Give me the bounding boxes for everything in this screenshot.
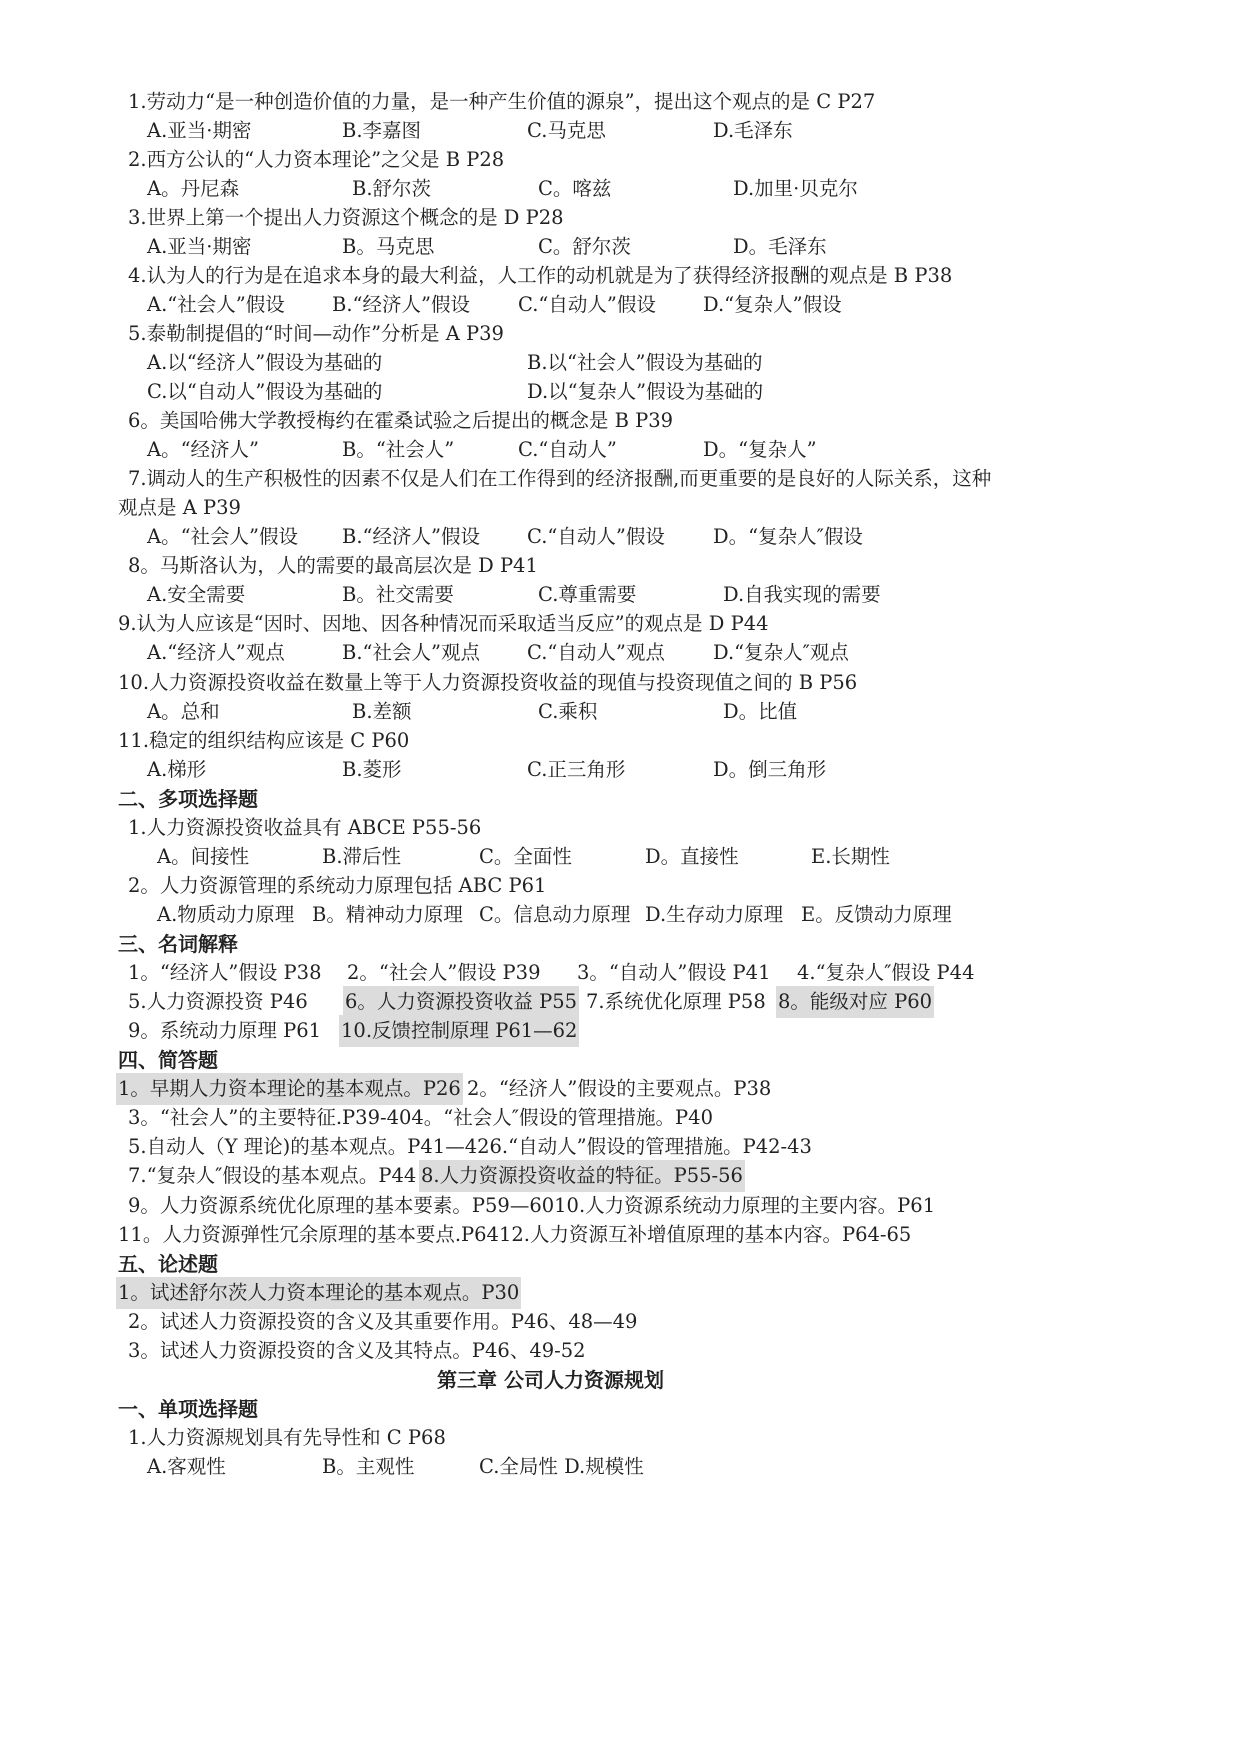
short-answer-item: 3。“社会人”的主要特征.P39-404。“社会人″假设的管理措施。P40	[128, 1106, 713, 1129]
option-c: C。舒尔茨	[538, 235, 631, 258]
option-c: C.乘积	[538, 700, 598, 723]
option-c: C.以“自动人”假设为基础的	[147, 380, 383, 403]
option-b: B.“经济人”假设	[332, 293, 470, 316]
option-a: A。间接性	[157, 845, 250, 868]
option-d: D.“复杂人”假设	[703, 293, 842, 316]
option-d: D.毛泽东	[713, 119, 793, 142]
option-c: C.“自动人”	[518, 438, 617, 461]
option-e: E。反馈动力原理	[801, 903, 952, 926]
option-b: B.滞后性	[322, 845, 402, 868]
option-b: B。社交需要	[342, 583, 454, 606]
option-c: C.尊重需要	[538, 583, 637, 606]
option-b: B.以“社会人”假设为基础的	[527, 351, 763, 374]
short-answer-item: 7.“复杂人″假设的基本观点。P44	[128, 1164, 417, 1187]
option-b: B.差额	[352, 700, 412, 723]
option-d: D。毛泽东	[733, 235, 827, 258]
short-answer-item: 5.自动人（Y 理论)的基本观点。P41—426.“自动人”假设的管理措施。P42-43	[128, 1135, 812, 1158]
option-a: A。“经济人”	[147, 438, 260, 461]
short-answer-item: 11。人力资源弹性冗余原理的基本要点.P6412.人力资源互补增值原理的基本内容。P64-65	[118, 1223, 912, 1246]
question-stem: 9.认为人应该是“因时、因地、因各种情况而采取适当反应”的观点是 D P44	[118, 612, 769, 635]
option-a: A。丹尼森	[147, 177, 240, 200]
term-item: 9。系统动力原理 P61	[128, 1019, 322, 1042]
option-a: A.亚当·期密	[147, 235, 252, 258]
question-stem: 1.人力资源规划具有先导性和 C P68	[128, 1426, 446, 1449]
term-item: 1。“经济人”假设 P38	[128, 961, 322, 984]
question-stem: 8。马斯洛认为，人的需要的最高层次是 D P41	[128, 554, 538, 577]
option-d: D.自我实现的需要	[723, 583, 881, 606]
question-stem: 11.稳定的组织结构应该是 C P60	[118, 729, 410, 752]
exam-page: 1.劳动力“是一种创造价值的力量，是一种产生价值的源泉”，提出这个观点的是 C P27 A.亚当·期密 B.李嘉图 C.马克思 D.毛泽东 2.西方公认的“人力资本理论”之父是 B P28 A。丹尼森 B.舒尔茨 C。喀兹 D.加里·贝克尔 3.世界上第一个提出人力资源这个概念的是 D P28 A.亚当·期密 B。马克思 C。舒尔茨 D。毛泽东 4.认为人的行为是在追求本身的最大利益，人工作的动机就是为了获得经济报酬的观点是 B P38 A.“社会人”假设 B.“经济人”假设 C.“自动人”假设 D.“复杂人”假设 5.泰勒制提倡的“时间—动作”分析是 A P39 A.以“经济人”假设为基础的 B.以“社会人”假设为基础的 C.以“自动人”假设为基础的 D.以“复杂人”假设为基础的 6。美国哈佛大学教授梅约在霍桑试验之后提出的概念是 B P39 A。“经济人” B。“社会人” C.“自动人” D。“复杂人” 7.调动人的生产积极性的因素不仅是人们在工作得到的经济报酬,而更重要的是良好的人际关系，这种 观点是 A P39 A。“社会人”假设 B.“经济人”假设 C.“自动人”假设 D。“复杂人″假设 8。马斯洛认为，人的需要的最高层次是 D P41 A.安全需要 B。社交需要 C.尊重需要 D.自我实现的需要 9.认为人应该是“因时、因地、因各种情况而采取适当反应”的观点是 D P44 A.“经济人”观点 B.“社会人”观点 C.“自动人”观点 D.“复杂人″观点 10.人力资源投资收益在数量上等于人力资源投资收益的现值与投资现值之间的 B P56 A。总和 B.差额 C.乘积 D。比值 11.稳定的组织结构应该是 C P60 A.梯形 B.菱形 C.正三角形 D。倒三角形 二、多项选择题 1.人力资源投资收益具有 ABCE P55-56 A。间接性 B.滞后性 C。全面性 D。直接性 E.长期性 2。人力资源管理的系统动力原理包括 ABC P61 A.物质动力原理 B。精神动力原理 C。信息动力原理 D.生存动力原理 E。反馈动力原理 三、名词解释 1。“经济人”假设 P38 2。“社会人”假设 P39 3。“自动人”假设 P41 4.“复杂人″假设 P44 5.人力资源投资 P46 6。人力资源投资收益 P55 7.系统优化原理 P58 8。能级对应 P60 9。系统动力原理 P61 10.反馈控制原理 P61—62 四、简答题 1。早期人力资本理论的基本观点。P26 2。“经济人”假设的主要观点。P38 3。“社会人”的主要特征.P39-404。“社会人″假设的管理措施。P40 5.自动人（Y 理论)的基本观点。P41—426.“自动人”假设的管理措施。P42-43 7.“复杂人″假设的基本观点。P44 8.人力资源投资收益的特征。P55-56 9。人力资源系统优化原理的基本要素。P59—6010.人力资源系统动力原理的主要内容。P61 11。人力资源弹性冗余原理的基本要点.P6412.人力资源互补增值原理的基本内容。P64-65 五、论述题 1。试述舒尔茨人力资本理论的基本观点。P30 2。试述人力资源投资的含义及其重要作用。P46、48—49 3。试述人力资源投资的含义及其特点。P46、49-52 第三章 公司人力资源规划 一、单项选择题 1.人力资源规划具有先导性和 C P68 A.客观性 B。主观性 C.全局性 D.规模性	[0, 0, 1241, 1754]
option-d: D.“复杂人″观点	[713, 641, 849, 664]
option-b: B。主观性	[322, 1455, 415, 1478]
option-b: B.菱形	[342, 758, 402, 781]
option-b: B.舒尔茨	[352, 177, 432, 200]
option-d: D.以“复杂人”假设为基础的	[527, 380, 764, 403]
option-c: C.马克思	[527, 119, 606, 142]
term-item: 2。“社会人”假设 P39	[347, 961, 541, 984]
question-stem-continued: 观点是 A P39	[118, 496, 241, 519]
option-a: A.物质动力原理	[157, 903, 295, 926]
option-d: D。倒三角形	[713, 758, 827, 781]
term-item: 5.人力资源投资 P46	[128, 990, 308, 1013]
option-a: A。“社会人”假设	[147, 525, 299, 548]
option-a: A.“社会人”假设	[147, 293, 285, 316]
short-answer-item: 2。“经济人”假设的主要观点。P38	[467, 1077, 772, 1100]
term-item: 4.“复杂人″假设 P44	[797, 961, 975, 984]
option-d: D。比值	[723, 700, 798, 723]
question-stem: 4.认为人的行为是在追求本身的最大利益，人工作的动机就是为了获得经济报酬的观点是 B P38	[128, 264, 953, 287]
option-d: D。“复杂人″假设	[713, 525, 863, 548]
option-c: C.正三角形	[527, 758, 626, 781]
term-item-highlighted: 6。人力资源投资收益 P55	[343, 986, 579, 1018]
option-a: A.安全需要	[147, 583, 246, 606]
essay-item: 3。试述人力资源投资的含义及其特点。P46、49-52	[128, 1339, 586, 1362]
question-stem: 5.泰勒制提倡的“时间—动作”分析是 A P39	[128, 322, 504, 345]
option-b: B.李嘉图	[342, 119, 422, 142]
option-c-d: C.全局性 D.规模性	[479, 1455, 644, 1478]
option-b: B。精神动力原理	[312, 903, 463, 926]
option-c: C。信息动力原理	[479, 903, 631, 926]
term-item-highlighted: 10.反馈控制原理 P61—62	[339, 1015, 579, 1047]
question-stem: 3.世界上第一个提出人力资源这个概念的是 D P28	[128, 206, 564, 229]
option-d: D。“复杂人”	[703, 438, 817, 461]
option-a: A。总和	[147, 700, 220, 723]
option-d: D.加里·贝克尔	[733, 177, 858, 200]
option-d: D。直接性	[645, 845, 739, 868]
question-stem: 2.西方公认的“人力资本理论”之父是 B P28	[128, 148, 505, 171]
option-b: B.“经济人”假设	[342, 525, 480, 548]
question-stem: 1.劳动力“是一种创造价值的力量，是一种产生价值的源泉”，提出这个观点的是 C P27	[128, 90, 876, 113]
option-a: A.亚当·期密	[147, 119, 252, 142]
option-b: B。“社会人”	[342, 438, 455, 461]
option-e: E.长期性	[811, 845, 890, 868]
option-a: A.以“经济人”假设为基础的	[147, 351, 383, 374]
option-a: A.“经济人”观点	[147, 641, 285, 664]
question-stem: 7.调动人的生产积极性的因素不仅是人们在工作得到的经济报酬,而更重要的是良好的人际关系，这种	[128, 467, 992, 490]
option-b: B.“社会人”观点	[342, 641, 480, 664]
question-stem: 1.人力资源投资收益具有 ABCE P55-56	[128, 816, 482, 839]
option-c: C。全面性	[479, 845, 572, 868]
option-b: B。马克思	[342, 235, 435, 258]
short-answer-item: 9。人力资源系统优化原理的基本要素。P59—6010.人力资源系统动力原理的主要内容。P61	[128, 1194, 936, 1217]
option-a: A.客观性	[147, 1455, 226, 1478]
question-stem: 10.人力资源投资收益在数量上等于人力资源投资收益的现值与投资现值之间的 B P56	[118, 671, 858, 694]
question-stem: 2。人力资源管理的系统动力原理包括 ABC P61	[128, 874, 547, 897]
option-c: C.“自动人”观点	[527, 641, 665, 664]
option-c: C。喀兹	[538, 177, 612, 200]
option-c: C.“自动人”假设	[518, 293, 656, 316]
term-item: 7.系统优化原理 P58	[586, 990, 766, 1013]
essay-item-highlighted: 1。试述舒尔茨人力资本理论的基本观点。P30	[116, 1277, 521, 1309]
term-item-highlighted: 8。能级对应 P60	[776, 986, 934, 1018]
term-item: 3。“自动人”假设 P41	[577, 961, 771, 984]
short-answer-highlighted: 1。早期人力资本理论的基本观点。P26	[116, 1073, 463, 1105]
option-c: C.“自动人”假设	[527, 525, 665, 548]
option-d: D.生存动力原理	[645, 903, 784, 926]
question-stem: 6。美国哈佛大学教授梅约在霍桑试验之后提出的概念是 B P39	[128, 409, 674, 432]
short-answer-highlighted: 8.人力资源投资收益的特征。P55-56	[419, 1160, 745, 1192]
option-a: A.梯形	[147, 758, 207, 781]
essay-item: 2。试述人力资源投资的含义及其重要作用。P46、48—49	[128, 1310, 638, 1333]
